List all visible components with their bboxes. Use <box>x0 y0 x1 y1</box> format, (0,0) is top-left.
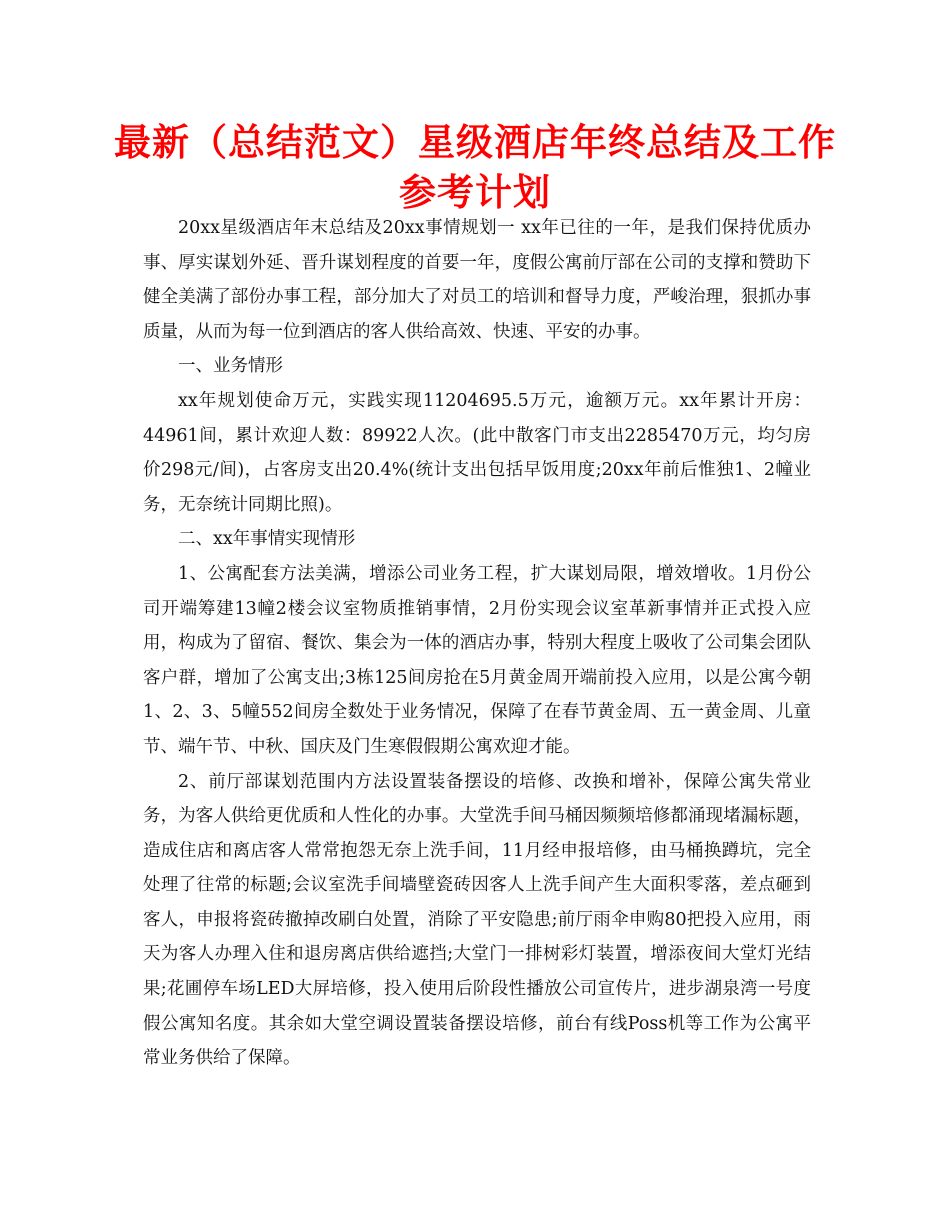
document-title: 最新（总结范文）星级酒店年终总结及工作参考计划 <box>114 121 836 214</box>
section-heading-business: 一、业务情形 <box>178 356 283 377</box>
work-item-2-paragraph: 2、前厅部谋划范围内方法设置装备摆设的培修、改换和增补，保障公寓失常业务，为客人供给更优质和人性化的办事。大堂洗手间马桶因频频培修都涌现堵漏标题，造成住店和离店客人常常抱怨无奈上洗手间，11月经申报培修，由马桶换蹲坑，完全处理了往常的标题;会议室洗手间墙壁瓷砖因客人上洗手间产生大面积零落，差点砸到客人，申报将瓷砖撤掉改刷白处置，消除了平安隐患;前厅雨伞申购80把投入应用，雨天为客人办理入住和退房离店供给遮挡;大堂门一排树彩灯装置，增添夜间大堂灯光结果;花圃停车场LED大屏培修，投入使用后阶段性播放公司宣传片，进步湖泉湾一号度假公寓知名度。其余如大堂空调设置装备摆设培修，前台有线Poss机等工作为公寓平常业务供给了保障。 <box>143 771 811 1069</box>
intro-paragraph: 20xx星级酒店年末总结及20xx事情规划一 xx年已往的一年，是我们保持优质办事、厚实谋划外延、晋升谋划程度的首要一年，度假公寓前厅部在公司的支撑和赞助下健全美满了部份办事工程，部分加大了对员工的培训和督导力度，严峻治理，狠抓办事质量，从而为每一位到酒店的客人供给高效、快速、平安的办事。 <box>143 218 811 342</box>
document-body <box>143 211 811 1076</box>
work-item-1-paragraph: 1、公寓配套方法美满，增添公司业务工程，扩大谋划局限，增效增收。1月份公司开端筹建13幢2楼会议室物质推销事情，2月份实现会议室革新事情并正式投入应用，构成为了留宿、餐饮、集会为一体的酒店办事，特别大程度上吸收了公司集会团队客户群，增加了公寓支出;3栋125间房抢在5月黄金周开端前投入应用，以是公寓今朝1、2、3、5幢552间房全数处于业务情况，保障了在春节黄金周、五一黄金周、儿童节、端午节、中秋、国庆及门生寒假假期公寓欢迎才能。 <box>143 563 811 757</box>
section-heading-work: 二、xx年事情实现情形 <box>178 529 356 550</box>
business-paragraph: xx年规划使命万元，实践实现11204695.5万元，逾额万元。xx年累计开房：44961间，累计欢迎人数：89922人次。(此中散客门市支出2285470万元，均匀房价298元/间)，占客房支出20.4%(统计支出包括早饭用度;20xx年前后惟独1、2幢业务，无奈统计同期比照)。 <box>143 390 811 515</box>
